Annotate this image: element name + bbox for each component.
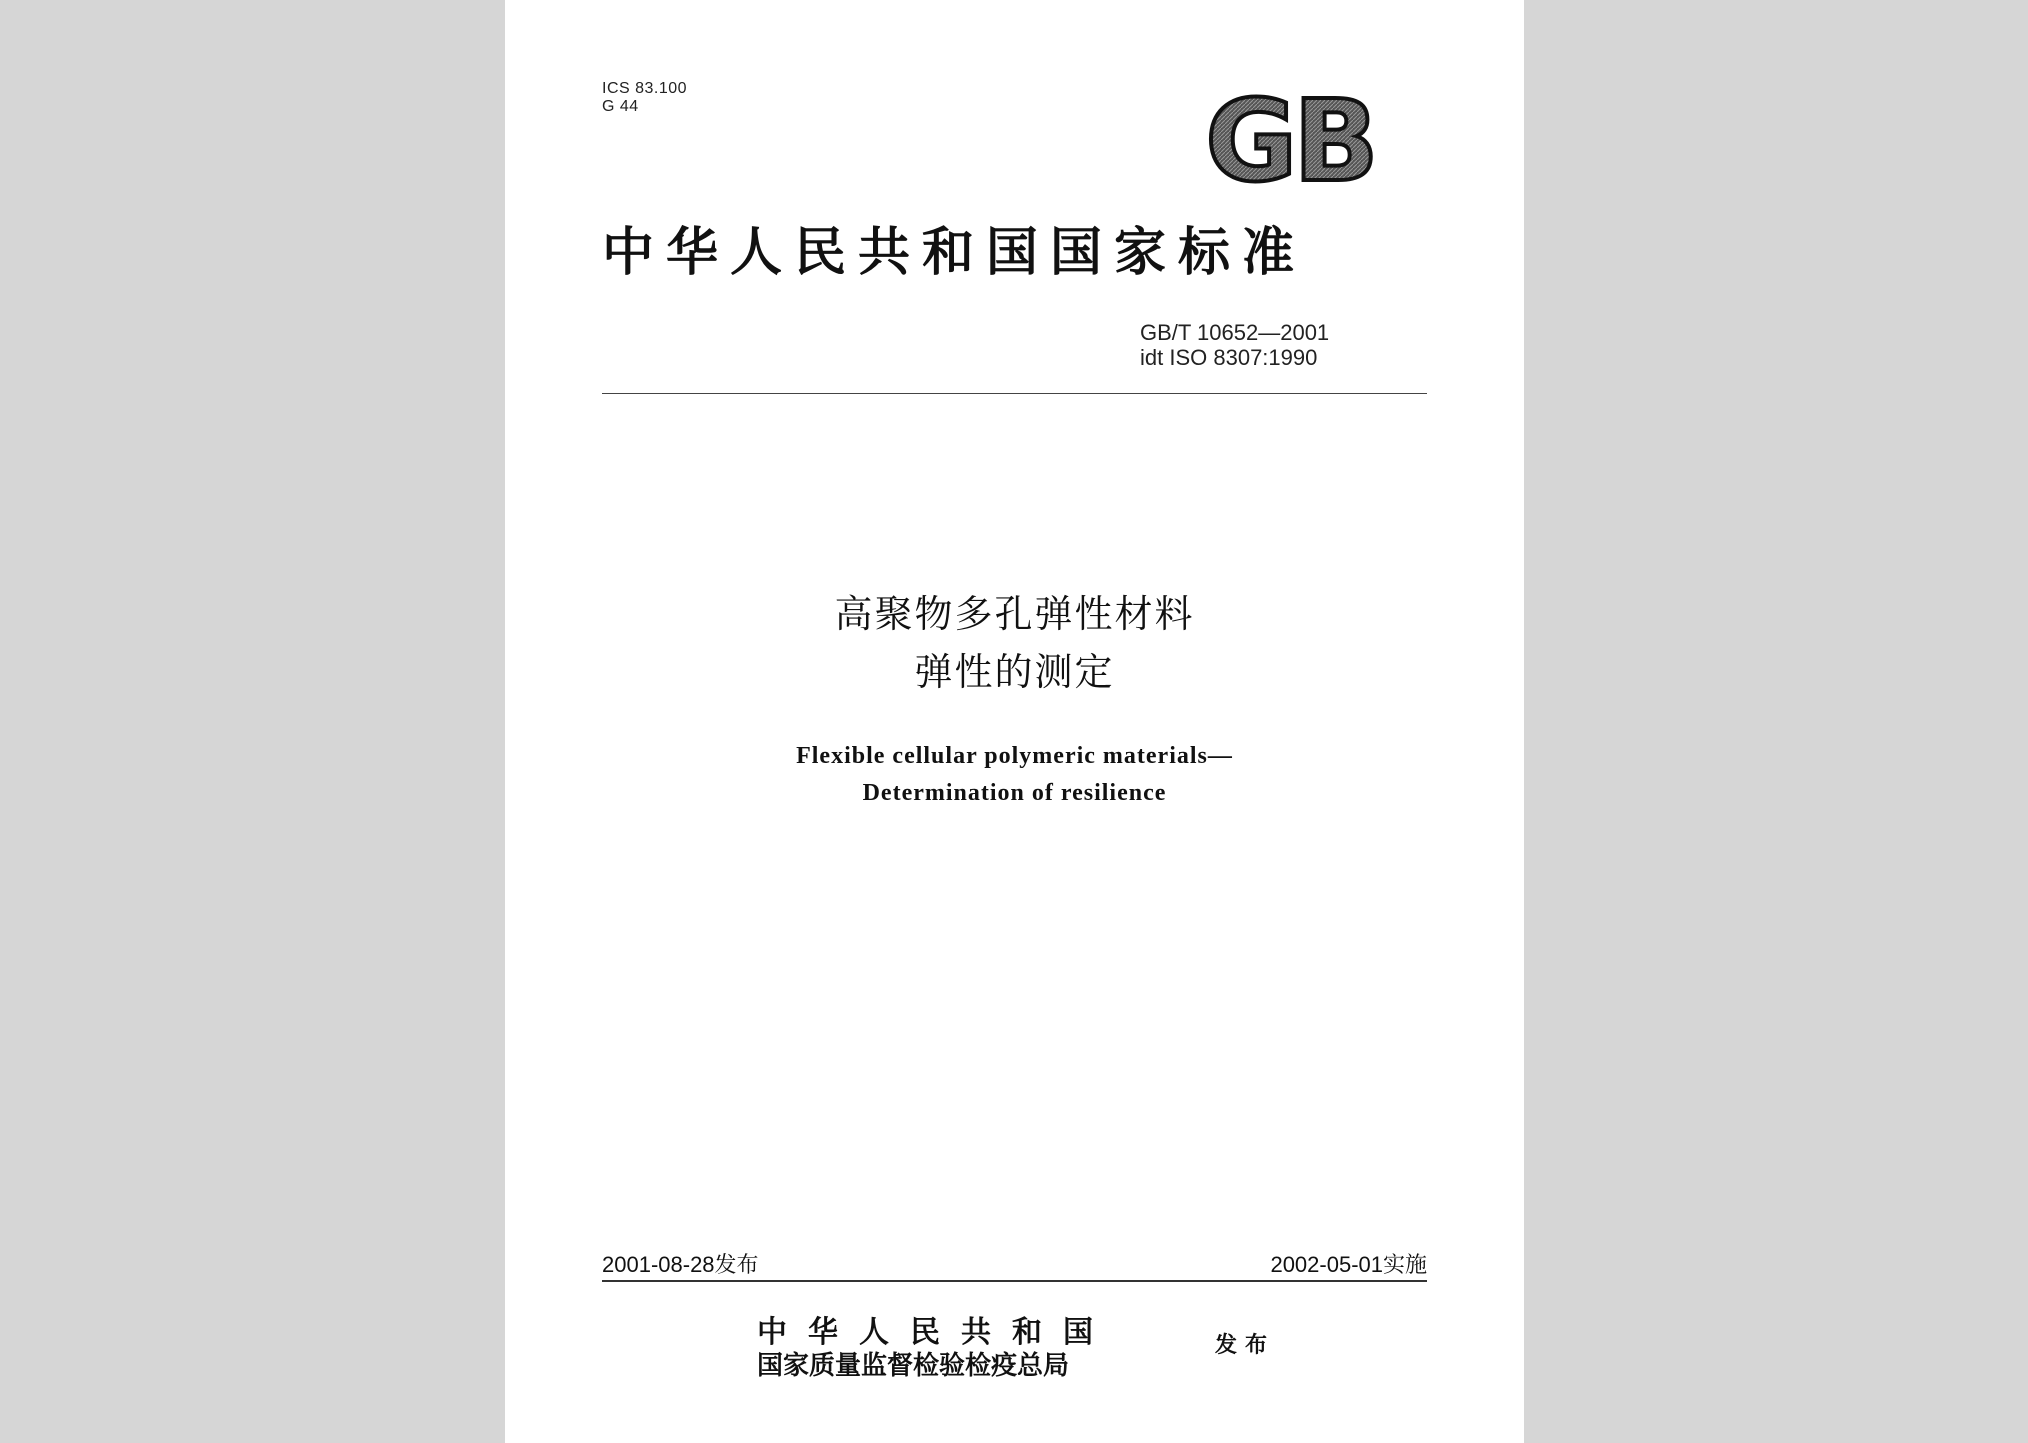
issue-date: 2001-08-28发布 [602, 1252, 759, 1277]
iso-equivalent: idt ISO 8307:1990 [1140, 345, 1318, 370]
issuing-authority [757, 1315, 1114, 1381]
classification-codes [602, 80, 687, 116]
english-title [505, 738, 1524, 812]
chinese-title-line1: 高聚物多孔弹性材料 [834, 592, 1195, 636]
implementation-date: 2002-05-01实施 [1270, 1252, 1427, 1277]
gb-logo-text: GB [1205, 92, 1375, 192]
chinese-title [505, 585, 1524, 701]
gb-logo [1185, 92, 1395, 192]
standard-number: GB/T 10652—2001 [1140, 320, 1330, 345]
english-title-line2: Determination of resilience [862, 780, 1167, 806]
header-divider [602, 393, 1427, 394]
document-page [505, 0, 1524, 1443]
footer-divider [602, 1280, 1427, 1282]
ccs-code: G 44 [602, 98, 639, 115]
ics-code: ICS 83.100 [602, 80, 688, 97]
national-standard-title: 中华人民共和国国家标准 [602, 222, 1307, 283]
english-title-line1: Flexible cellular polymeric materials— [796, 743, 1233, 769]
issuer-line1: 中华人民共和国 [757, 1315, 1114, 1350]
publish-label: 发布 [1215, 1332, 1276, 1358]
standard-identifiers [1140, 320, 1329, 370]
issuer-line2: 国家质量监督检验检疫总局 [757, 1351, 1070, 1381]
chinese-title-line2: 弹性的测定 [914, 650, 1115, 694]
